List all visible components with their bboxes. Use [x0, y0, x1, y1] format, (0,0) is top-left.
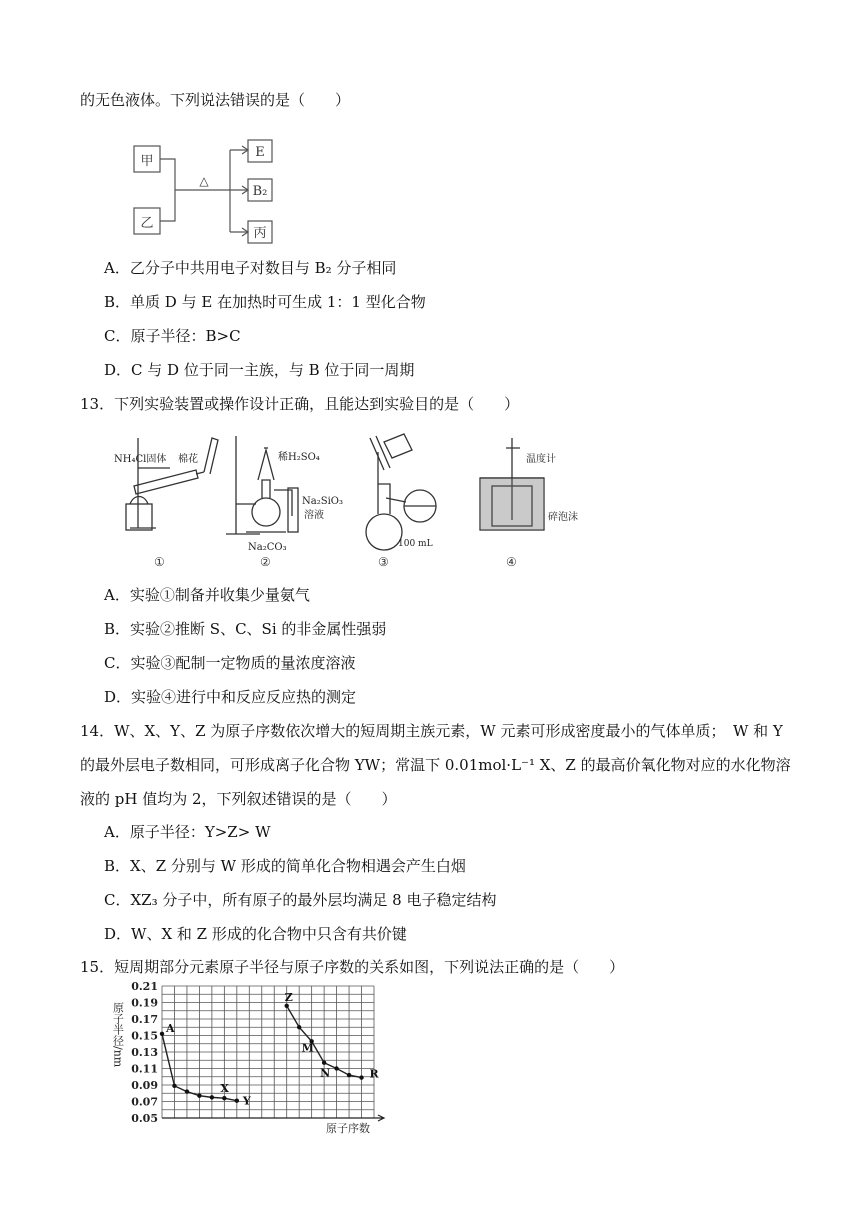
label-num-3: ③	[378, 555, 389, 569]
q12-option-c: C．原子半径：B>C	[104, 327, 241, 345]
label-num-4: ④	[506, 555, 517, 569]
q12-option-d: D．C 与 D 位于同一主族，与 B 位于同一周期	[104, 361, 415, 379]
label-volume: 100 mL	[398, 539, 433, 549]
y-tick-label: 0.05	[131, 1112, 158, 1125]
y-tick-label: 0.19	[131, 996, 158, 1010]
q14-option-a: A．原子半径：Y>Z> W	[104, 823, 271, 841]
q12-option-a: A．乙分子中共用电子对数目与 B₂ 分子相同	[104, 259, 397, 277]
data-point	[172, 1084, 176, 1088]
y-tick-label: 0.13	[131, 1046, 158, 1059]
point-label: R	[369, 1067, 379, 1081]
y-tick-label: 0.11	[131, 1062, 158, 1076]
q13-option-d: D．实验④进行中和反应反应热的测定	[104, 688, 357, 706]
data-point	[285, 1004, 289, 1008]
data-point	[210, 1095, 214, 1099]
data-point	[235, 1098, 239, 1102]
q14-option-c: C．XZ₃ 分子中，所有原子的最外层均满足 8 电子稳定结构	[104, 891, 497, 909]
q12-reaction-diagram	[130, 138, 280, 244]
data-point	[222, 1096, 226, 1100]
label-nh4cl: NH₄Cl固体	[114, 454, 167, 465]
q14-stem-line-3: 液的 pH 值均为 2，下列叙述错误的是（ ）	[80, 790, 397, 808]
data-point	[297, 1025, 301, 1029]
y-tick-label: 0.07	[131, 1095, 158, 1109]
data-point	[185, 1089, 189, 1093]
data-point	[160, 1032, 164, 1036]
label-cotton: 棉花	[178, 454, 198, 465]
point-label: Y	[242, 1094, 251, 1108]
data-point	[347, 1073, 351, 1077]
q15-stem: 15．短周期部分元素原子半径与原子序数的关系如图，下列说法正确的是（ ）	[80, 958, 625, 976]
q12-option-b: B．单质 D 与 E 在加热时可生成 1：1 型化合物	[104, 293, 426, 311]
q14-option-b: B．X、Z 分别与 W 形成的简单化合物相遇会产生白烟	[104, 857, 466, 875]
q13-option-a: A．实验①制备并收集少量氨气	[104, 586, 310, 604]
point-label: M	[301, 1041, 314, 1055]
y-tick-label: 0.15	[131, 1029, 158, 1043]
y-tick-label: 0.21	[131, 982, 158, 993]
data-point	[322, 1061, 326, 1065]
point-label: N	[320, 1066, 331, 1080]
diagram-product-1: E	[255, 145, 265, 160]
label-num-1: ①	[154, 555, 165, 569]
label-na2co3: Na₂CO₃	[248, 542, 287, 553]
label-h2so4: 稀H₂SO₄	[278, 452, 320, 463]
diagram-product-3: 丙	[253, 226, 267, 241]
q13-apparatus-figure	[108, 428, 578, 570]
point-label: A	[166, 1021, 175, 1035]
label-na2sio3: Na₂SiO₃	[302, 496, 343, 507]
q14-stem-line-2: 的最外层电子数相同，可形成离子化合物 YW；常温下 0.01mol·L⁻¹ X、Z 的最高价氧化物对应的水化物溶	[80, 756, 791, 774]
q14-stem-line-1: 14．W、X、Y、Z 为原子序数依次增大的短周期主族元素，W 元素可形成密度最小的气体单质； W 和 Y	[80, 722, 783, 740]
label-thermometer: 温度计	[526, 454, 556, 465]
y-tick-label: 0.09	[131, 1079, 158, 1092]
point-label: X	[220, 1082, 229, 1096]
q14-option-d: D．W、X 和 Z 形成的化合物中只含有共价键	[104, 925, 407, 943]
label-solution: 溶液	[304, 510, 324, 521]
label-foam: 碎泡沫	[548, 512, 578, 523]
diagram-reactant-2: 乙	[140, 216, 154, 231]
data-point	[359, 1075, 363, 1079]
diagram-product-2: B₂	[252, 184, 268, 199]
q13-stem: 13．下列实验装置或操作设计正确，且能达到实验目的是（ ）	[80, 395, 520, 413]
q13-option-c: C．实验③配制一定物质的量浓度溶液	[104, 654, 356, 672]
label-num-2: ②	[260, 555, 271, 569]
diagram-heat-symbol: △	[199, 174, 209, 188]
atomic-radius-chart	[112, 982, 392, 1138]
data-point	[334, 1066, 338, 1070]
x-axis-label: 原子序数	[326, 1122, 370, 1135]
diagram-reactant-1: 甲	[140, 154, 154, 169]
y-tick-label: 0.17	[131, 1013, 158, 1026]
y-axis-label: 原子半径/nm	[112, 1002, 125, 1068]
point-label: Z	[284, 990, 293, 1004]
x-axis-arrow	[162, 1115, 384, 1121]
q12-stem-tail: 的无色液体。下列说法错误的是（ ）	[80, 91, 351, 109]
data-point	[197, 1094, 201, 1098]
q13-option-b: B．实验②推断 S、C、Si 的非金属性强弱	[104, 620, 387, 638]
